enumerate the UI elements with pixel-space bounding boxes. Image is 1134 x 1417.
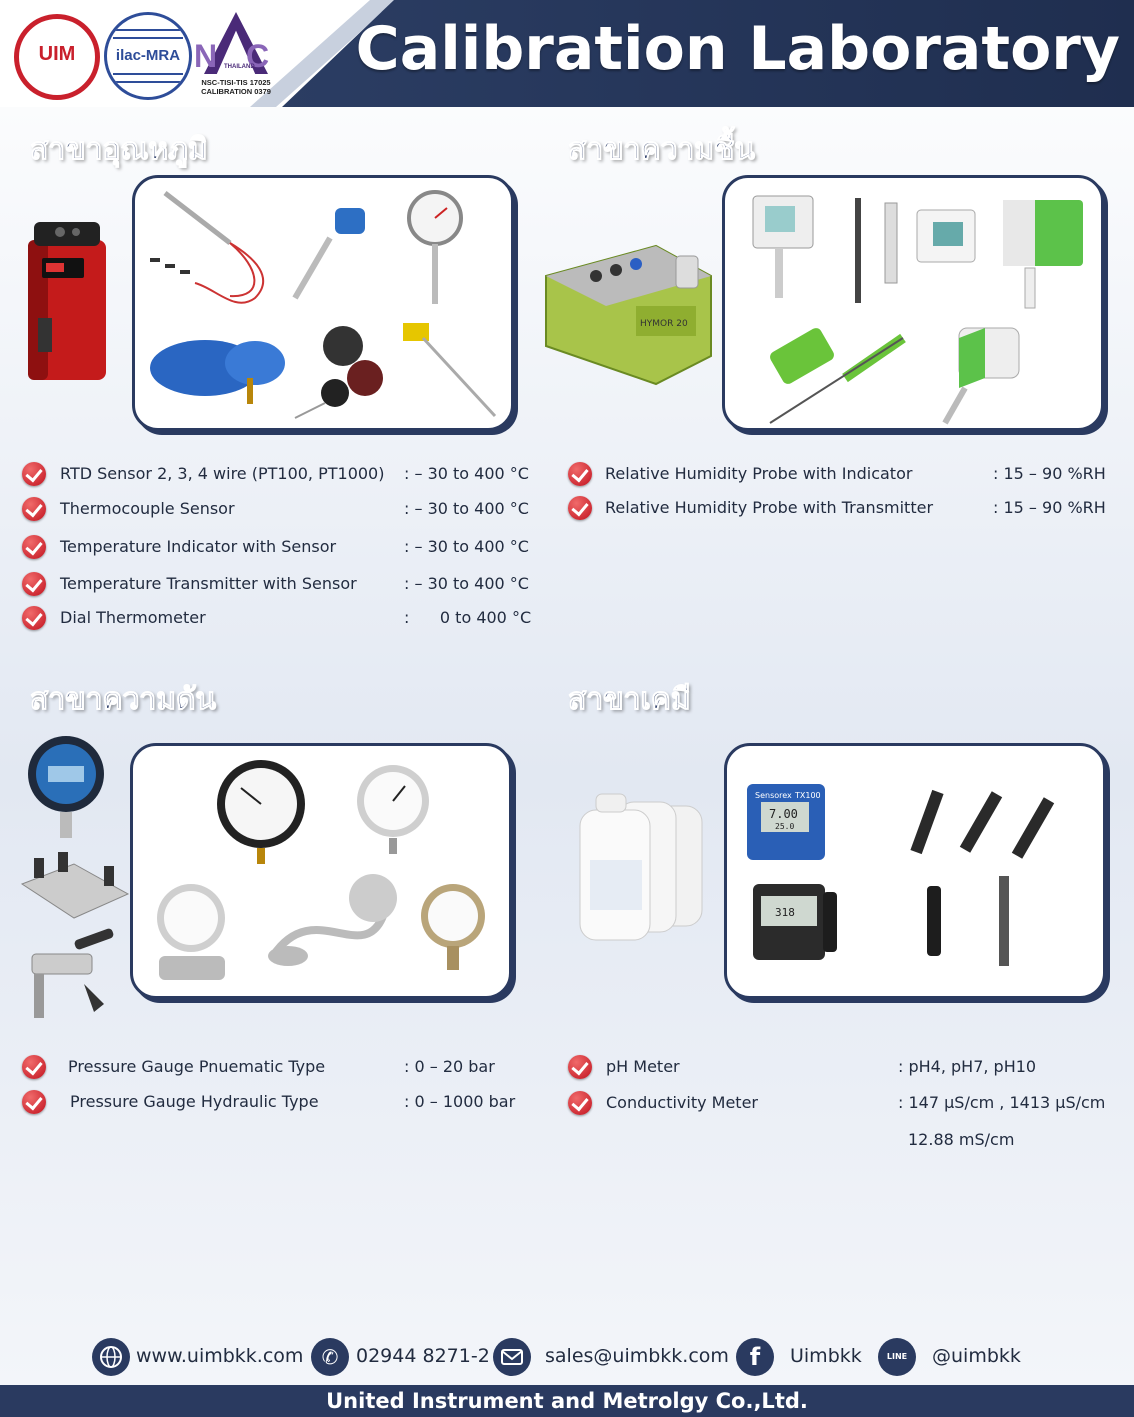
temperature-products-panel <box>132 175 514 431</box>
contact-phone-text[interactable]: 02944 8271-2 <box>356 1345 490 1367</box>
check-icon <box>568 1091 592 1115</box>
item-label: Thermocouple Sensor <box>60 499 235 518</box>
item-label: Relative Humidity Probe with Transmitter <box>605 498 934 517</box>
chemistry-instruments-illustration <box>727 746 1103 996</box>
item-label: Temperature Indicator with Sensor <box>60 537 337 556</box>
temperature-item <box>22 462 542 490</box>
item-label: Temperature Transmitter with Sensor <box>60 574 357 593</box>
item-range: : 15 – 90 %RH <box>993 498 1106 517</box>
chemistry-item <box>568 1091 1108 1119</box>
line-icon: LINE <box>878 1338 916 1376</box>
facebook-icon: f <box>736 1338 774 1376</box>
nac-logo <box>194 8 278 102</box>
item-range: : – 30 to 400 °C <box>404 537 529 556</box>
check-icon <box>22 1055 46 1079</box>
reference-solution-bottles-image <box>576 790 706 960</box>
check-icon <box>22 572 46 596</box>
ilac-line <box>113 73 183 75</box>
check-icon <box>22 606 46 630</box>
dry-block-calibrator-image <box>20 218 110 383</box>
humidity-generator-image <box>536 236 716 386</box>
uim-logo-text: UIM <box>38 43 76 65</box>
sensorex-model-label: TX100 <box>795 791 821 800</box>
uim-logo <box>14 14 100 100</box>
ilac-logo-text: ilac-MRA <box>115 47 181 64</box>
item-label: Pressure Gauge Pnuematic Type <box>68 1057 326 1076</box>
contact-phone[interactable] <box>311 1338 491 1376</box>
phone-icon: ✆ <box>311 1338 349 1376</box>
mail-icon-glyph <box>493 1338 531 1376</box>
item-range: : – 30 to 400 °C <box>404 464 529 483</box>
chemistry-products-panel <box>724 743 1106 999</box>
check-icon <box>568 1055 592 1079</box>
nac-country: THAILAND <box>224 64 255 70</box>
contact-facebook-text[interactable]: Uimbkk <box>790 1345 862 1367</box>
ilac-line <box>113 29 183 31</box>
contact-website-text[interactable]: www.uimbkk.com <box>136 1345 304 1367</box>
contact-email[interactable] <box>493 1338 729 1376</box>
ph-display-temp: 25.0 <box>775 822 795 831</box>
pressure-calibration-equipment-image <box>14 734 130 1030</box>
check-icon <box>568 462 592 486</box>
header <box>0 0 1134 107</box>
humidity-item <box>568 462 1108 490</box>
item-range: : pH4, pH7, pH10 <box>898 1057 1037 1076</box>
item-label: Conductivity Meter <box>606 1093 758 1112</box>
contact-line[interactable] <box>878 1338 1023 1376</box>
footer-company-name: United Instrument and Metrolgy Co.,Ltd. <box>0 1385 1134 1417</box>
item-label: Relative Humidity Probe with Indicator <box>605 464 913 483</box>
page-title: Calibration Laboratory <box>355 14 1120 84</box>
globe-icon-glyph <box>92 1338 130 1376</box>
conductivity-extra-range: 12.88 mS/cm <box>908 1130 1015 1149</box>
contact-website[interactable] <box>92 1338 302 1376</box>
chemistry-section-title: สาขาเคมี <box>568 682 691 717</box>
check-icon <box>22 1090 46 1114</box>
pressure-products-panel <box>130 743 512 999</box>
temperature-sensors-illustration <box>135 178 511 428</box>
check-icon <box>22 462 46 486</box>
item-label: pH Meter <box>606 1057 680 1076</box>
ph-display-value: 7.00 <box>769 807 798 821</box>
check-icon <box>22 497 46 521</box>
sensorex-brand-label: Sensorex <box>755 791 792 800</box>
temperature-item <box>22 497 542 525</box>
check-icon <box>22 535 46 559</box>
conductivity-display-value: 318 <box>775 906 795 919</box>
item-label: RTD Sensor 2, 3, 4 wire (PT100, PT1000) <box>60 464 385 483</box>
nac-cert-line-1: NSC-TISI-TIS 17025 <box>201 78 271 87</box>
pressure-gauges-illustration <box>133 746 509 996</box>
globe-icon <box>92 1338 130 1376</box>
humidity-sensors-illustration <box>725 178 1101 428</box>
check-icon <box>568 496 592 520</box>
temperature-item <box>22 606 542 634</box>
item-range: : 0 – 1000 bar <box>404 1092 516 1111</box>
ilac-mra-logo <box>104 12 192 100</box>
humidity-item <box>568 496 1108 524</box>
humidity-section-title: สาขาความชื้น <box>568 132 755 167</box>
ilac-line <box>113 81 183 83</box>
temperature-item <box>22 572 542 600</box>
pressure-item <box>22 1055 542 1083</box>
item-range: : 15 – 90 %RH <box>993 464 1106 483</box>
temperature-item <box>22 535 542 563</box>
nac-letter-n: N <box>194 38 218 74</box>
item-label: Dial Thermometer <box>60 608 206 627</box>
item-range: : 147 µS/cm , 1413 µS/cm <box>898 1093 1106 1112</box>
humidity-generator-label: HYMOR 20 <box>640 319 688 329</box>
mail-icon <box>493 1338 531 1376</box>
pressure-item <box>22 1090 542 1118</box>
pressure-section-title: สาขาความดัน <box>30 682 217 717</box>
nac-letter-c: C <box>246 38 270 74</box>
item-range: : – 30 to 400 °C <box>404 574 529 593</box>
temperature-section-title: สาขาอุณหภูมิ <box>30 132 208 167</box>
nac-cert-text <box>194 78 278 96</box>
item-label: Pressure Gauge Hydraulic Type <box>70 1092 319 1111</box>
contact-email-text[interactable]: sales@uimbkk.com <box>545 1345 729 1367</box>
ilac-line <box>113 37 183 39</box>
humidity-products-panel <box>722 175 1104 431</box>
contact-facebook[interactable] <box>736 1338 866 1376</box>
nac-cert-line-2: CALIBRATION 0379 <box>201 87 271 96</box>
item-range: : 0 to 400 °C <box>404 608 532 627</box>
item-range: : – 30 to 400 °C <box>404 499 529 518</box>
chemistry-item <box>568 1055 1108 1083</box>
item-range: : 0 – 20 bar <box>404 1057 495 1076</box>
contact-line-text[interactable]: @uimbkk <box>932 1345 1021 1367</box>
